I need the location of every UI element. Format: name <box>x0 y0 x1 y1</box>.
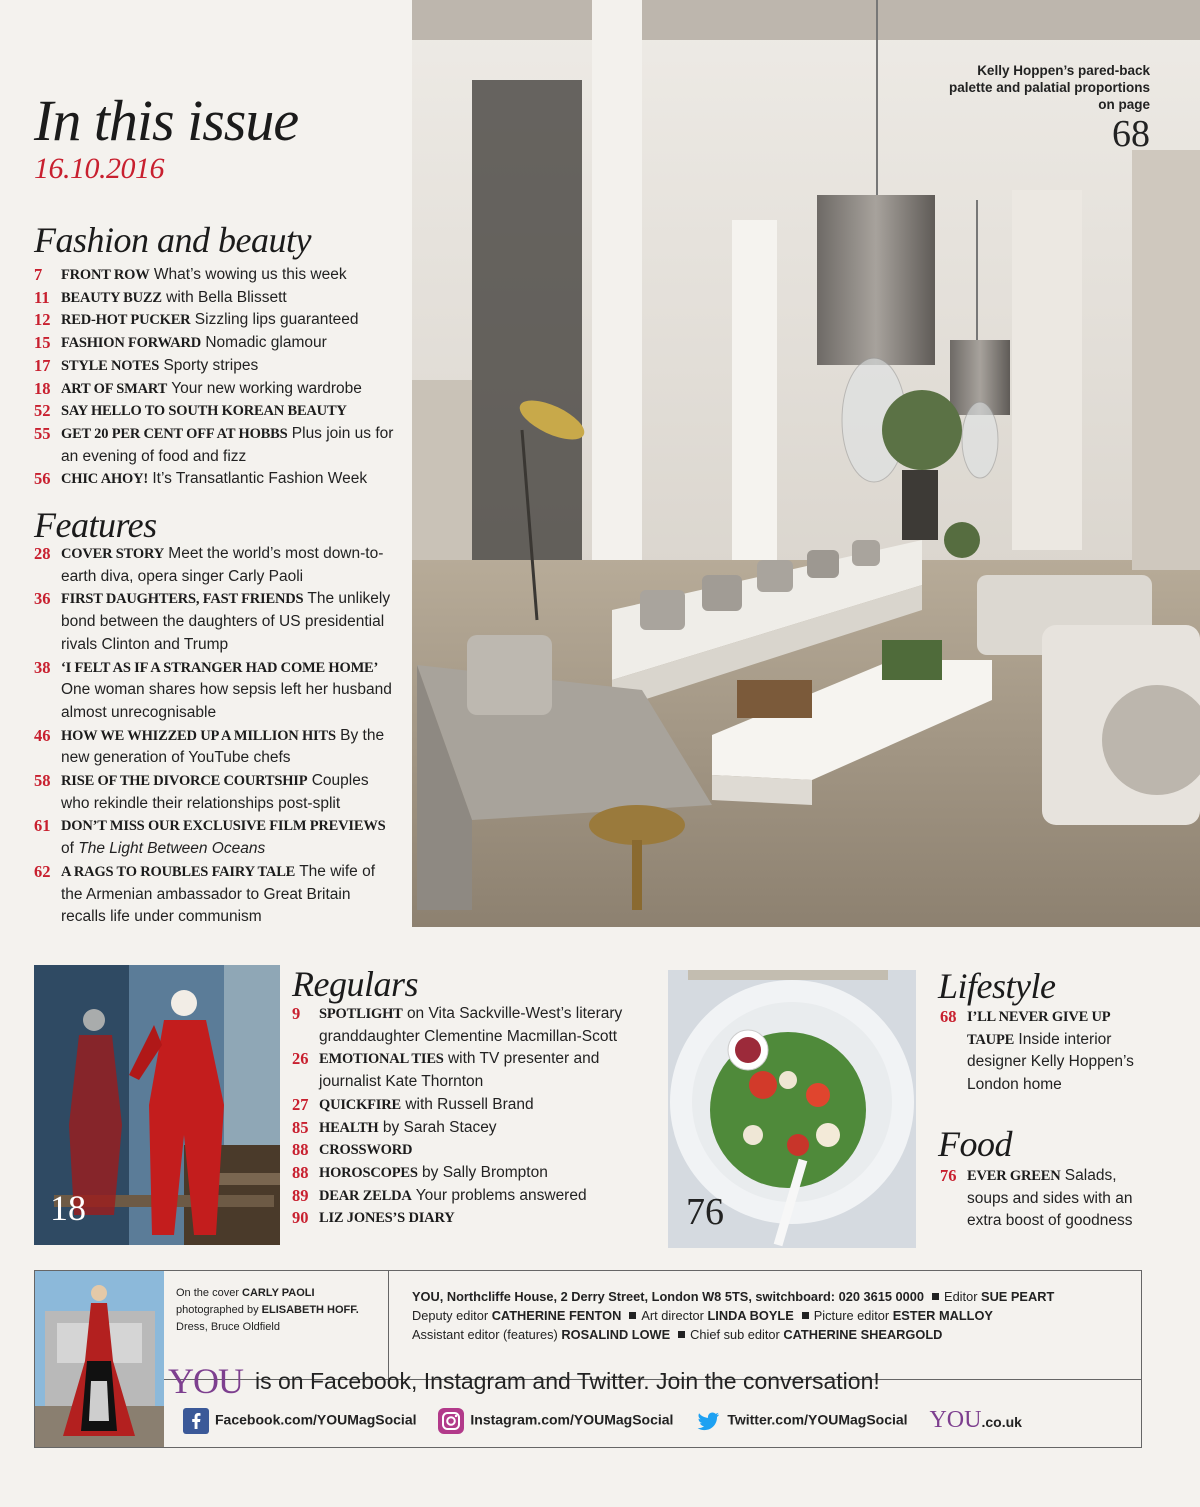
toc-item-title: RISE OF THE DIVORCE COURTSHIP <box>61 773 308 790</box>
toc-item[interactable] <box>34 725 396 770</box>
toc-page-number: 68 <box>940 1007 957 1026</box>
twitter-icon <box>695 1408 721 1434</box>
toc-item-title: DON’T MISS OUR EXCLUSIVE FILM PREVIEWS <box>61 818 386 835</box>
toc-item-description: with Bella Blissett <box>166 288 287 306</box>
cover-illustration <box>35 1271 164 1447</box>
toc-page-number: 12 <box>34 310 51 330</box>
toc-item-title: FIRST DAUGHTERS, FAST FRIENDS <box>61 591 304 608</box>
toc-item-title: LIZ JONES’S DIARY <box>319 1210 455 1227</box>
toc-item-title: CHIC AHOY! <box>61 471 149 488</box>
toc-item-title: EMOTIONAL TIES <box>319 1051 444 1068</box>
regulars-list <box>292 1003 647 1230</box>
toc-page-number: 15 <box>34 333 51 353</box>
social-links <box>183 1407 1022 1434</box>
hero-interior-photo <box>412 0 1200 927</box>
toc-item[interactable] <box>940 1165 1140 1233</box>
bullet-square-icon <box>932 1293 939 1300</box>
twitter-link[interactable] <box>695 1408 907 1434</box>
toc-page-number: 18 <box>34 378 51 398</box>
salad-photo <box>668 970 916 1248</box>
toc-item[interactable] <box>292 1185 647 1208</box>
staff-role: Assistant editor (features) <box>412 1327 558 1342</box>
salad-photo-page-number: 76 <box>686 1191 724 1233</box>
cover-credit-lead: On the cover <box>176 1287 239 1299</box>
toc-item-film-title: The Light Between Oceans <box>78 840 266 858</box>
toc-page-number: 61 <box>34 816 51 836</box>
toc-item[interactable] <box>34 287 406 310</box>
toc-item[interactable] <box>34 468 406 491</box>
staff-role: Picture editor <box>813 1308 890 1323</box>
toc-item-title: CROSSWORD <box>319 1142 413 1159</box>
toc-item[interactable] <box>292 1003 647 1048</box>
bullet-square-icon <box>678 1331 685 1338</box>
social-tagline <box>168 1360 880 1402</box>
hero-caption: Kelly Hoppen’s pared-back palette and palatial proportions on page <box>948 63 1150 112</box>
toc-item-description: Couples who rekindle their relationships post-split <box>61 772 369 812</box>
toc-item[interactable] <box>34 309 406 332</box>
section-heading-fashion: Fashion and beauty <box>34 220 311 260</box>
facebook-link[interactable] <box>183 1408 417 1434</box>
toc-item-title: A RAGS TO ROUBLES FAIRY TALE <box>61 863 296 880</box>
section-heading-features: Features <box>34 505 157 545</box>
instagram-link[interactable] <box>438 1408 673 1434</box>
toc-item-description: The wife of the Armenian ambassador to Great Britain recalls life under communism <box>61 862 375 926</box>
features-list <box>34 543 396 929</box>
toc-item[interactable] <box>34 588 396 656</box>
toc-page-number: 90 <box>292 1208 309 1228</box>
toc-page-number: 88 <box>292 1162 309 1182</box>
toc-item[interactable] <box>34 332 406 355</box>
toc-item[interactable] <box>34 264 406 287</box>
staff-role: Editor <box>944 1289 978 1304</box>
bullet-square-icon <box>629 1312 636 1319</box>
cover-dress-label: Dress, <box>176 1321 208 1333</box>
toc-item-description: The unlikely bond between the daughters of US presidential rivals Clinton and Trump <box>61 590 391 653</box>
toc-item[interactable] <box>292 1207 647 1230</box>
toc-page-number: 9 <box>292 1004 301 1023</box>
staff-credits <box>412 1287 1127 1344</box>
fashion-photo <box>34 965 280 1245</box>
toc-page-number: 36 <box>34 589 51 609</box>
toc-item-description: Plus join us for an evening of food and fizz <box>61 424 394 465</box>
toc-item-title: QUICKFIRE <box>319 1096 401 1113</box>
hero-page-number: 68 <box>1112 113 1150 155</box>
staff-name: SUE PEART <box>981 1289 1055 1304</box>
toc-item-description: by Sarah Stacey <box>382 1118 497 1136</box>
toc-item-title: ART OF SMART <box>61 380 168 397</box>
toc-item[interactable] <box>34 378 406 401</box>
fashion-list <box>34 264 406 491</box>
toc-page-number: 76 <box>940 1166 957 1185</box>
toc-page-number: 89 <box>292 1185 309 1205</box>
toc-item-description: with TV presenter and journalist Kate Thornton <box>319 1050 600 1091</box>
toc-item[interactable] <box>34 861 396 929</box>
cover-photographed-by: photographed by <box>176 1304 259 1316</box>
toc-item-description: with Russell Brand <box>405 1095 534 1113</box>
toc-page-number: 7 <box>34 265 43 284</box>
issue-date: 16.10.2016 <box>34 152 164 185</box>
toc-page-number: 26 <box>292 1049 309 1069</box>
toc-page-number: 38 <box>34 657 51 677</box>
toc-item[interactable] <box>292 1117 647 1140</box>
toc-item-title: HEALTH <box>319 1119 379 1136</box>
toc-item[interactable] <box>940 1006 1140 1097</box>
staff-address: YOU, Northcliffe House, 2 Derry Street, London W8 5TS, switchboard: 020 3615 0000 <box>412 1289 925 1304</box>
toc-item-description: Nomadic glamour <box>205 334 327 352</box>
toc-item-title: FRONT ROW <box>61 267 150 283</box>
toc-item-title: BEAUTY BUZZ <box>61 289 162 306</box>
cover-model-name: CARLY PAOLI <box>242 1287 315 1299</box>
toc-item-title: SAY HELLO TO SOUTH KOREAN BEAUTY <box>61 403 347 420</box>
toc-item-description: Your problems answered <box>415 1186 587 1204</box>
toc-item-description: on Vita Sackville-West’s literary granddaughter Clementine Macmillan-Scott <box>319 1005 623 1045</box>
staff-role: Chief sub editor <box>690 1327 780 1342</box>
section-heading-lifestyle: Lifestyle <box>938 966 1056 1006</box>
toc-page-number: 62 <box>34 861 51 881</box>
toc-item-title: SPOTLIGHT <box>319 1006 403 1022</box>
food-list <box>940 1165 1140 1233</box>
toc-item-description: Salads, soups and sides with an extra boost of goodness <box>967 1167 1133 1230</box>
instagram-link-text: Instagram.com/YOUMagSocial <box>470 1411 674 1428</box>
toc-item-description: Sporty stripes <box>163 356 259 374</box>
toc-page-number: 52 <box>34 401 51 421</box>
toc-item-title: STYLE NOTES <box>61 357 160 374</box>
fashion-photo-page-number: 18 <box>50 1188 86 1228</box>
toc-item-description: Inside interior designer Kelly Hoppen’s London home <box>967 1030 1134 1094</box>
section-heading-regulars: Regulars <box>292 964 418 1004</box>
toc-item[interactable] <box>34 543 396 588</box>
toc-item-title: I’LL NEVER GIVE UP TAUPE <box>967 1009 1110 1048</box>
cover-photographer: ELISABETH HOFF. <box>261 1304 359 1316</box>
toc-item-title: ‘I FELT AS IF A STRANGER HAD COME HOME’ <box>61 659 379 676</box>
toc-item-title: HOROSCOPES <box>319 1164 418 1181</box>
website-link[interactable] <box>929 1407 1022 1433</box>
toc-item-title: EVER GREEN <box>967 1168 1061 1184</box>
toc-item-title: FASHION FORWARD <box>61 335 202 352</box>
staff-name: CATHERINE SHEARGOLD <box>783 1327 943 1342</box>
toc-item-description: It’s Transatlantic Fashion Week <box>152 470 368 488</box>
toc-item-description: What’s wowing us this week <box>153 266 347 283</box>
website-suffix: .co.uk <box>981 1414 1022 1430</box>
toc-page-number: 85 <box>292 1117 309 1137</box>
toc-page-number: 46 <box>34 725 51 745</box>
facebook-icon <box>183 1408 209 1434</box>
page-title: In this issue <box>34 88 299 153</box>
toc-item[interactable] <box>34 657 396 725</box>
interior-illustration <box>412 0 1200 927</box>
toc-page-number: 27 <box>292 1094 309 1114</box>
toc-item-title: COVER STORY <box>61 546 164 562</box>
staff-name: ROSALIND LOWE <box>561 1327 671 1342</box>
toc-item[interactable] <box>34 355 406 378</box>
toc-item[interactable] <box>34 423 406 468</box>
toc-item-title: RED-HOT PUCKER <box>61 312 191 329</box>
toc-item-title: HOW WE WHIZZED UP A MILLION HITS <box>61 727 336 744</box>
staff-name: ESTER MALLOY <box>892 1308 993 1323</box>
toc-page-number: 56 <box>34 469 51 489</box>
toc-page-number: 28 <box>34 544 51 563</box>
toc-item[interactable] <box>34 400 406 423</box>
cover-credit <box>176 1285 388 1336</box>
toc-item-title: DEAR ZELDA <box>319 1187 412 1204</box>
staff-role: Art director <box>641 1308 704 1323</box>
toc-item-description: by Sally Brompton <box>422 1163 548 1181</box>
staff-name: LINDA BOYLE <box>707 1308 794 1323</box>
toc-page-number: 55 <box>34 423 51 443</box>
you-logo: YOU <box>168 1361 243 1401</box>
bullet-square-icon <box>802 1312 809 1319</box>
toc-item-description: By the new generation of YouTube chefs <box>61 726 385 767</box>
toc-item-title: GET 20 PER CENT OFF AT HOBBS <box>61 425 288 442</box>
toc-item-description: Meet the world’s most down-to-earth diva, opera singer Carly Paoli <box>61 545 384 585</box>
cover-dress: Bruce Oldfield <box>210 1321 280 1333</box>
toc-item-description: of <box>61 840 74 858</box>
toc-item-description: Your new working wardrobe <box>171 379 362 397</box>
toc-item[interactable] <box>292 1162 647 1185</box>
cover-thumbnail <box>35 1271 164 1447</box>
toc-item-description: One woman shares how sepsis left her husband almost unrecognisable <box>61 681 392 721</box>
toc-page-number: 58 <box>34 771 51 791</box>
toc-page-number: 17 <box>34 355 51 375</box>
toc-page-number: 88 <box>292 1140 309 1160</box>
toc-item[interactable] <box>292 1094 647 1117</box>
website-logo: YOU <box>929 1407 982 1433</box>
toc-item[interactable] <box>34 815 396 860</box>
toc-item[interactable] <box>292 1048 647 1093</box>
social-tagline-text: is on Facebook, Instagram and Twitter. Join the conversation! <box>255 1368 880 1394</box>
toc-item-description: Sizzling lips guaranteed <box>194 311 359 329</box>
staff-name: CATHERINE FENTON <box>491 1308 622 1323</box>
staff-role: Deputy editor <box>412 1308 489 1323</box>
toc-item[interactable] <box>34 770 396 815</box>
twitter-link-text: Twitter.com/YOUMagSocial <box>727 1411 908 1428</box>
toc-item[interactable] <box>292 1139 647 1162</box>
facebook-link-text: Facebook.com/YOUMagSocial <box>215 1411 417 1428</box>
lifestyle-list <box>940 1006 1140 1097</box>
section-heading-food: Food <box>938 1124 1012 1164</box>
toc-page-number: 11 <box>34 287 50 307</box>
instagram-icon <box>438 1408 464 1434</box>
